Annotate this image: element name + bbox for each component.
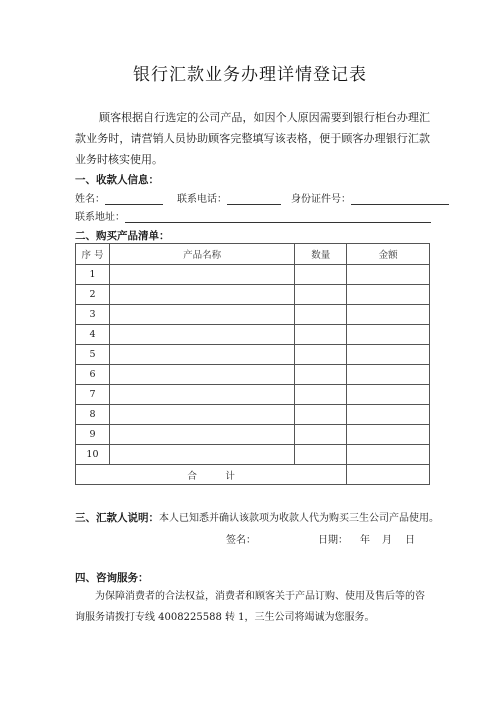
consult-paragraph [75, 586, 430, 628]
table-row [76, 265, 430, 285]
row-index: 1 [76, 265, 110, 285]
quantity-cell[interactable] [295, 265, 347, 285]
product-name-cell[interactable] [109, 345, 294, 365]
consult-section-heading: 四、咨询服务： [75, 572, 149, 584]
address-field[interactable] [125, 212, 431, 223]
table-row [76, 325, 430, 345]
table-row [76, 385, 430, 405]
table-row [76, 425, 430, 445]
phone-label: 联系电话： [177, 194, 227, 205]
date-day: 日 [405, 535, 415, 546]
row-index: 6 [76, 365, 110, 385]
total-label: 合 计 [76, 465, 347, 485]
product-name-cell[interactable] [109, 285, 294, 305]
amount-cell[interactable] [347, 405, 430, 425]
amount-cell[interactable] [347, 345, 430, 365]
consult-text: 为保障消费者的合法权益，消费者和顾客关于产品订购、使用及售后等的咨询服务请拨打专线 4008225588 转 1，三生公司将竭诚为您服务。 [75, 591, 425, 623]
name-label: 姓名： [75, 194, 105, 205]
row-index: 3 [76, 305, 110, 325]
col-header-amount: 金额 [347, 244, 430, 265]
amount-cell[interactable] [347, 325, 430, 345]
row-index: 2 [76, 285, 110, 305]
quantity-cell[interactable] [295, 365, 347, 385]
amount-cell[interactable] [347, 285, 430, 305]
total-amount-cell[interactable] [347, 465, 430, 485]
amount-cell[interactable] [347, 365, 430, 385]
quantity-cell[interactable] [295, 425, 347, 445]
declaration-paragraph [75, 509, 439, 525]
table-header-row [76, 244, 430, 265]
amount-cell[interactable] [347, 305, 430, 325]
amount-cell[interactable] [347, 425, 430, 445]
table-row [76, 405, 430, 425]
table-row [76, 445, 430, 465]
id-number-field[interactable] [351, 194, 449, 205]
phone-field[interactable] [227, 194, 281, 205]
intro-paragraph [75, 107, 430, 170]
product-table [75, 243, 430, 485]
row-index: 7 [76, 385, 110, 405]
quantity-cell[interactable] [295, 305, 347, 325]
signature-label: 签名： [226, 535, 256, 546]
payee-row-1 [75, 190, 449, 205]
col-header-quantity: 数量 [295, 244, 347, 265]
product-name-cell[interactable] [109, 385, 294, 405]
quantity-cell[interactable] [295, 345, 347, 365]
date-month: 月 [382, 535, 392, 546]
row-index: 4 [76, 325, 110, 345]
products-section-heading: 二、购买产品清单： [75, 230, 170, 242]
quantity-cell[interactable] [295, 445, 347, 465]
quantity-cell[interactable] [295, 385, 347, 405]
address-label: 联系地址： [75, 212, 125, 223]
date-year: 年 [360, 535, 370, 546]
col-header-product-name: 产品名称 [109, 244, 294, 265]
product-name-cell[interactable] [109, 265, 294, 285]
product-name-cell[interactable] [109, 365, 294, 385]
name-field[interactable] [105, 194, 163, 205]
table-row [76, 305, 430, 325]
table-total-row [76, 465, 430, 485]
page-title: 银行汇款业务办理详情登记表 [133, 65, 367, 85]
quantity-cell[interactable] [295, 285, 347, 305]
intro-text: 顾客根据自行选定的公司产品，如因个人原因需要到银行柜台办理汇款业务时，请营销人员协助顾客完整填写该表格，便于顾客办理银行汇款业务时核实使用。 [75, 111, 430, 166]
table-row [76, 365, 430, 385]
product-name-cell[interactable] [109, 305, 294, 325]
amount-cell[interactable] [347, 265, 430, 285]
payee-row-2 [75, 208, 431, 223]
row-index: 8 [76, 405, 110, 425]
declaration-text: 本人已知悉并确认该款项为收款人代为购买三生公司产品使用。 [159, 513, 439, 524]
row-index: 10 [76, 445, 110, 465]
date-label: 日期： [318, 535, 348, 546]
quantity-cell[interactable] [295, 405, 347, 425]
product-name-cell[interactable] [109, 425, 294, 445]
col-header-index: 序 号 [76, 244, 110, 265]
row-index: 5 [76, 345, 110, 365]
table-row [76, 345, 430, 365]
product-name-cell[interactable] [109, 325, 294, 345]
product-name-cell[interactable] [109, 405, 294, 425]
product-name-cell[interactable] [109, 445, 294, 465]
row-index: 9 [76, 425, 110, 445]
quantity-cell[interactable] [295, 325, 347, 345]
amount-cell[interactable] [347, 385, 430, 405]
declaration-heading: 三、汇款人说明： [75, 512, 159, 524]
id-label: 身份证件号： [291, 194, 351, 205]
payee-section-heading: 一、收款人信息： [75, 174, 159, 186]
amount-cell[interactable] [347, 445, 430, 465]
table-row [76, 285, 430, 305]
